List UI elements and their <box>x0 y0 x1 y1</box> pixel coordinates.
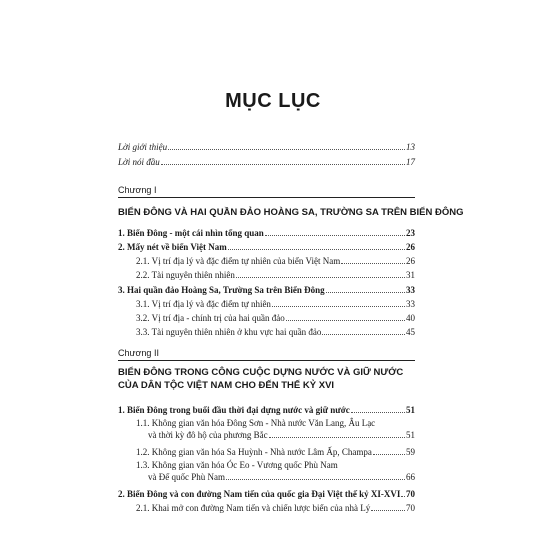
toc-entry-label: Lời nói đầu <box>118 157 160 167</box>
toc-entry-label: 1.1. Không gian văn hóa Đông Sơn - Nhà nước Văn Lang, Âu Lạc <box>136 418 376 428</box>
toc-subentry[interactable] <box>136 460 415 483</box>
toc-entry-page: 17 <box>406 157 415 167</box>
leader-dots <box>168 141 405 150</box>
toc-entry-page: 45 <box>406 327 415 337</box>
toc-entry-continuation <box>136 429 415 441</box>
leader-dots <box>401 488 405 497</box>
toc-subentry[interactable] <box>136 446 415 458</box>
leader-dots <box>269 429 405 438</box>
toc-entry[interactable] <box>118 404 415 416</box>
toc-entry-label: và thời kỳ đô hộ của phương Bắc <box>148 430 268 440</box>
chapter-heading: BIỂN ĐÔNG VÀ HAI QUẦN ĐẢO HOÀNG SA, TRƯỜNG SA TRÊN BIỂN ĐÔNG <box>118 207 464 218</box>
toc-entry-label: Lời giới thiệu <box>118 142 168 152</box>
leader-dots <box>371 502 405 511</box>
leader-dots <box>265 227 405 236</box>
leader-dots <box>236 269 405 278</box>
toc-subentry[interactable] <box>136 269 415 281</box>
toc-entry-page: 23 <box>406 228 415 238</box>
chapter-rule <box>118 197 415 198</box>
toc-entry-page: 31 <box>406 270 415 280</box>
toc-entry-page: 33 <box>406 285 415 295</box>
toc-entry[interactable] <box>118 488 415 500</box>
toc-entry-preface[interactable] <box>118 141 415 153</box>
chapter-label: Chương I <box>118 185 157 195</box>
toc-entry-label: 2.1. Vị trí địa lý và đặc điểm tự nhiên của biển Việt Nam <box>136 256 341 266</box>
chapter-rule <box>118 360 415 361</box>
chapter-label: Chương II <box>118 348 159 358</box>
toc-entry-label: 2. Biển Đông và con đường Nam tiến của quốc gia Đại Việt thế kỷ XI-XVI <box>118 489 401 499</box>
toc-entry-page: 33 <box>406 299 415 309</box>
toc-entry-page: 40 <box>406 313 415 323</box>
toc-entry-label: 3. Hai quần đảo Hoàng Sa, Trường Sa trên Biển Đông <box>118 285 325 295</box>
toc-entry-page: 51 <box>406 430 415 440</box>
toc-subentry[interactable] <box>136 298 415 310</box>
toc-entry-label: 2.1. Khai mở con đường Nam tiến và chiến lược biển của nhà Lý <box>136 503 371 513</box>
leader-dots <box>161 156 405 165</box>
toc-subentry[interactable] <box>136 312 415 324</box>
leader-dots <box>351 404 405 413</box>
toc-entry-label: và Đế quốc Phù Nam <box>148 472 225 482</box>
toc-entry-label: 1. Biển Đông - một cái nhìn tổng quan <box>118 228 264 238</box>
leader-dots <box>286 312 405 321</box>
leader-dots <box>272 298 405 307</box>
toc-entry-page: 70 <box>406 503 415 513</box>
toc-entry-label: 3.2. Vị trí địa - chính trị của hai quần đảo <box>136 313 285 323</box>
chapter-heading: CỦA DÂN TỘC VIỆT NAM CHO ĐẾN THẾ KỶ XVI <box>118 380 335 391</box>
toc-entry-label: 2.2. Tài nguyên thiên nhiên <box>136 270 235 280</box>
leader-dots <box>341 255 405 264</box>
toc-entry-page: 66 <box>406 472 415 482</box>
toc-entry-page: 26 <box>406 256 415 266</box>
toc-entry-page: 13 <box>406 142 415 152</box>
toc-entry[interactable] <box>118 284 415 296</box>
leader-dots <box>226 471 405 480</box>
leader-dots <box>326 284 405 293</box>
page-title: MỤC LỤC <box>225 90 321 112</box>
toc-subentry[interactable] <box>136 255 415 267</box>
toc-subentry[interactable] <box>136 502 415 514</box>
toc-entry-label: 1.3. Không gian văn hóa Óc Eo - Vương quốc Phù Nam <box>136 460 338 470</box>
toc-entry-page: 59 <box>406 447 415 457</box>
toc-entry-label: 2. Mấy nét về biển Việt Nam <box>118 242 227 252</box>
leader-dots <box>373 446 405 455</box>
toc-entry-page: 51 <box>406 405 415 415</box>
toc-entry-page: 70 <box>406 489 415 499</box>
toc-entry-page: 26 <box>406 242 415 252</box>
toc-entry-label: 3.1. Vị trí địa lý và đặc điểm tự nhiên <box>136 299 271 309</box>
toc-entry-label: 3.3. Tài nguyên thiên nhiên ở khu vực hai quần đảo <box>136 327 322 337</box>
toc-entry-label: 1. Biển Đông trong buổi đầu thời đại dựng nước và giữ nước <box>118 405 350 415</box>
leader-dots <box>322 326 405 335</box>
toc-entry-foreword[interactable] <box>118 156 415 168</box>
toc-entry-continuation <box>136 471 415 483</box>
toc-subentry[interactable] <box>136 326 415 338</box>
toc-entry-label: 1.2. Không gian văn hóa Sa Huỳnh - Nhà nước Lâm Ấp, Champa <box>136 447 372 457</box>
toc-entry[interactable] <box>118 227 415 239</box>
chapter-heading: BIỂN ĐÔNG TRONG CÔNG CUỘC DỰNG NƯỚC VÀ GIỮ NƯỚC <box>118 367 404 378</box>
leader-dots <box>228 241 405 250</box>
toc-subentry[interactable] <box>136 418 415 441</box>
toc-entry[interactable] <box>118 241 415 253</box>
